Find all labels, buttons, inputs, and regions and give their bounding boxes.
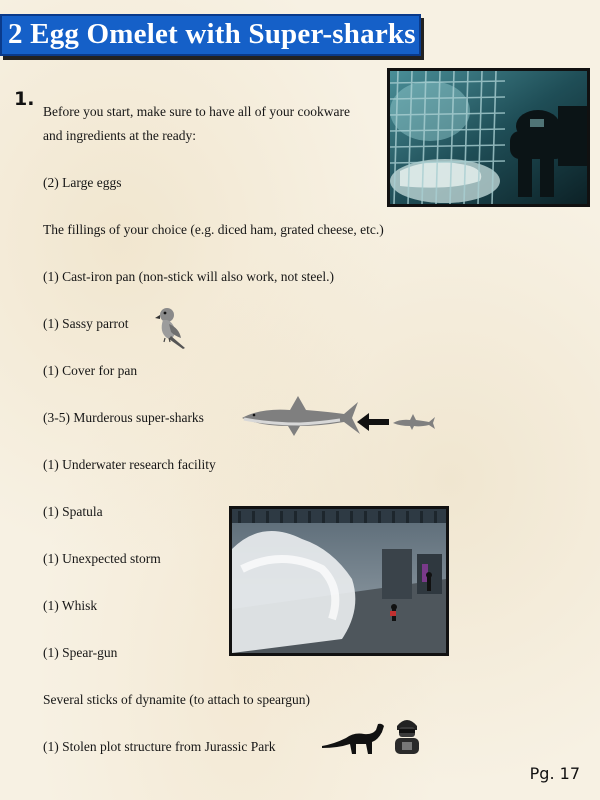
list-item-whisk: (1) Whisk bbox=[43, 598, 98, 613]
page-number: Pg. 17 bbox=[529, 764, 580, 783]
intro-line-2: and ingredients at the ready: bbox=[43, 128, 196, 143]
storm-photo bbox=[229, 506, 449, 656]
list-item-dynamite: Several sticks of dynamite (to attach to speargun) bbox=[43, 692, 311, 707]
list-item-plot: (1) Stolen plot structure from Jurassic Park bbox=[43, 739, 276, 754]
list-item-speargun: (1) Spear-gun bbox=[43, 645, 118, 660]
parrot-icon bbox=[153, 306, 189, 350]
list-item-storm: (1) Unexpected storm bbox=[43, 551, 161, 566]
title-banner bbox=[0, 14, 421, 56]
intro-line-1: Before you start, make sure to have all of your cookware bbox=[43, 104, 351, 119]
step-number: 1. bbox=[14, 88, 35, 110]
list-item-spatula: (1) Spatula bbox=[43, 504, 103, 519]
page-title: 2 Egg Omelet with Super-sharks bbox=[8, 18, 416, 50]
list-item-fillings: The fillings of your choice (e.g. diced ham, grated cheese, etc.) bbox=[43, 222, 384, 237]
list-item-parrot: (1) Sassy parrot bbox=[43, 316, 129, 331]
list-item-eggs: (2) Large eggs bbox=[43, 175, 122, 190]
list-item-cover: (1) Cover for pan bbox=[43, 363, 138, 378]
list-item-facility: (1) Underwater research facility bbox=[43, 457, 216, 472]
arrow-left-icon bbox=[357, 412, 389, 432]
shark-cage-photo bbox=[387, 68, 590, 207]
dinosaur-icon bbox=[320, 722, 392, 756]
shark-large-icon bbox=[240, 392, 362, 438]
thief-icon bbox=[392, 716, 422, 756]
list-item-pan: (1) Cast-iron pan (non-stick will also work, not steel.) bbox=[43, 269, 334, 284]
shark-small-icon bbox=[392, 413, 436, 431]
list-item-sharks: (3-5) Murderous super-sharks bbox=[43, 410, 204, 425]
